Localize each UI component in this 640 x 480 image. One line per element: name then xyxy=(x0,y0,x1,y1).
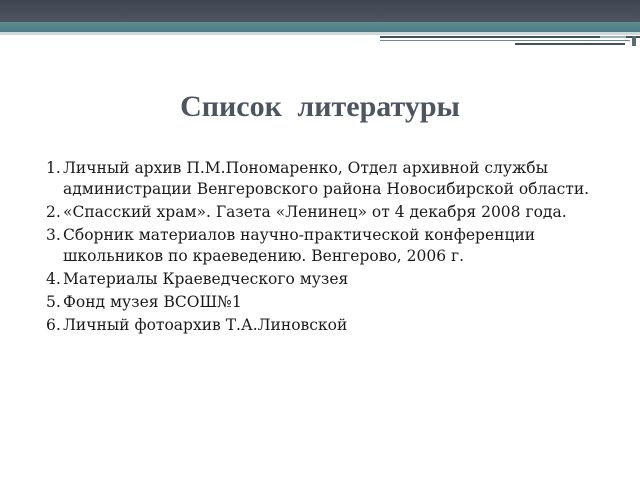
item-text: Сборник материалов научно-практической конференции школьников по краеведению. Венгерово, 2006 г. xyxy=(63,226,536,265)
decor-tick xyxy=(632,36,636,46)
header-band-teal xyxy=(0,22,640,32)
slide-title: Список литературы xyxy=(180,90,460,123)
decor-stripe xyxy=(380,40,630,41)
decor-stripe xyxy=(600,36,626,38)
list-item xyxy=(46,292,606,313)
item-number: 1. xyxy=(46,159,61,177)
header-band-light xyxy=(0,32,640,35)
list-item xyxy=(46,225,606,267)
list-item xyxy=(46,269,606,290)
item-text: Личный фотоархив Т.А.Линовской xyxy=(63,316,348,334)
item-number: 6. xyxy=(46,316,61,334)
list-item xyxy=(46,315,606,336)
item-number: 2. xyxy=(46,203,61,221)
list-item xyxy=(46,158,606,200)
item-text: Личный архив П.М.Пономаренко, Отдел архивной службы администрации Венгеровского района Новосибирской области. xyxy=(63,159,590,198)
item-text: Фонд музея ВСОШ№1 xyxy=(63,293,242,311)
list-item xyxy=(46,202,606,223)
item-number: 5. xyxy=(46,293,61,311)
item-number: 4. xyxy=(46,270,61,288)
decor-stripe xyxy=(515,43,625,45)
item-number: 3. xyxy=(46,226,61,244)
item-text: «Спасский храм». Газета «Ленинец» от 4 декабря 2008 года. xyxy=(63,203,567,221)
item-text: Материалы Краеведческого музея xyxy=(63,270,349,288)
bibliography-list xyxy=(46,158,606,338)
header-band-dark xyxy=(0,0,640,22)
